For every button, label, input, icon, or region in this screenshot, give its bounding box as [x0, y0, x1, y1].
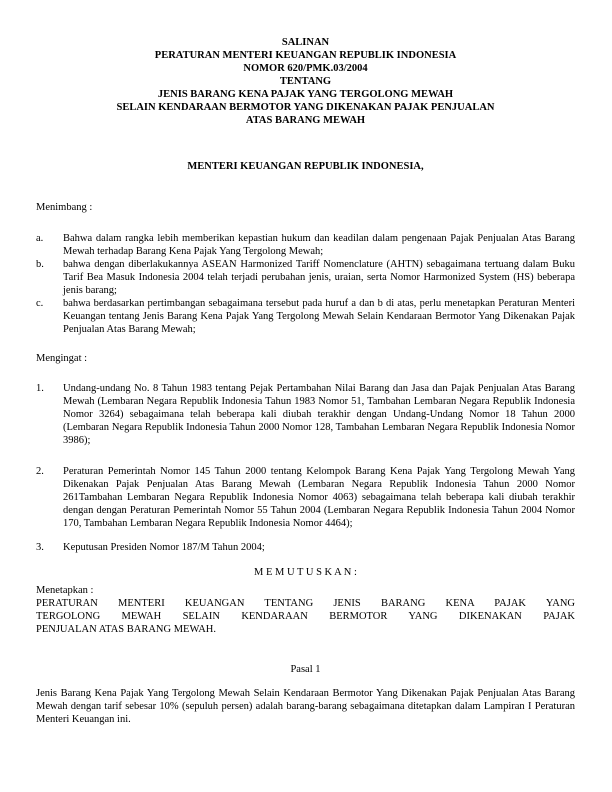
- menimbang-list: [36, 232, 575, 336]
- item-marker: 2.: [36, 466, 44, 477]
- pasal-1-body: Jenis Barang Kena Pajak Yang Tergolong Mewah Selain Kendaraan Bermotor Yang Dikenakan Pajak Penjualan Atas Barang Mewah dengan tarif sebesar 10% (sepuluh persen) adalah barang-barang sebagaimana ditetapkan dalam Lampiran I Peraturan Menteri Keuangan ini.: [36, 688, 575, 725]
- title-line-selain: SELAIN KENDARAAN BERMOTOR YANG DIKENAKAN PAJAK PENJUALAN: [116, 102, 495, 113]
- menimbang-label: Menimbang :: [36, 202, 93, 213]
- mengingat-item-2: [36, 465, 575, 530]
- item-text: bahwa berdasarkan pertimbangan sebagaimana tersebut pada huruf a dan b di atas, perlu menetapkan Peraturan Menteri Keuangan tentang Jenis Barang Kena Pajak Yang Tergolong Mewah Selain Kendaraan Bermotor Yang Dikenakan Pajak Penjualan Atas Barang Mewah;: [63, 298, 575, 335]
- item-marker: a.: [36, 233, 44, 244]
- mengingat-item-1: [36, 382, 575, 447]
- menetapkan-label: Menetapkan :: [36, 585, 94, 596]
- item-text: Keputusan Presiden Nomor 187/M Tahun 2004;: [63, 542, 265, 553]
- pasal-1-heading: Pasal 1: [290, 664, 321, 675]
- menetapkan-line-3: PENJUALAN ATAS BARANG MEWAH.: [36, 624, 217, 635]
- title-line-nomor: NOMOR 620/PMK.03/2004: [243, 63, 368, 74]
- item-marker: c.: [36, 298, 44, 309]
- item-marker: 3.: [36, 542, 44, 553]
- title-line-peraturan: PERATURAN MENTERI KEUANGAN REPUBLIK INDONESIA: [154, 50, 457, 61]
- title-line-salinan: SALINAN: [281, 37, 330, 48]
- menetapkan-block: [36, 584, 575, 636]
- title-line-jenis: JENIS BARANG KENA PAJAK YANG TERGOLONG MEWAH: [157, 89, 454, 100]
- menetapkan-line-1: PERATURAN MENTERI KEUANGAN TENTANG JENIS BARANG KENA PAJAK YANG: [36, 598, 575, 609]
- menimbang-item-c: [36, 297, 575, 336]
- menimbang-item-b: [36, 258, 575, 297]
- title-line-atas: ATAS BARANG MEWAH: [245, 115, 366, 126]
- issuer-heading: MENTERI KEUANGAN REPUBLIK INDONESIA,: [187, 161, 424, 172]
- mengingat-item-3: [36, 541, 575, 554]
- memutuskan-heading: M E M U T U S K A N :: [254, 567, 357, 578]
- item-text: Bahwa dalam rangka lebih memberikan kepastian hukum dan keadilan dalam pengenaan Pajak Penjualan Atas Barang Mewah terhadap Barang Kena Pajak Yang Tergolong Mewah;: [63, 233, 575, 257]
- title-line-tentang: TENTANG: [279, 76, 332, 87]
- item-text: bahwa dengan diberlakukannya ASEAN Harmonized Tariff Nomenclature (AHTN) sebagaimana tertuang dalam Buku Tarif Bea Masuk Indonesia 2004 telah terjadi perubahan jenis, uraian, serta Nomor Harmonized System (HS) beberapa jenis barang;: [63, 259, 575, 296]
- mengingat-label: Mengingat :: [36, 353, 88, 364]
- item-marker: 1.: [36, 383, 44, 394]
- menimbang-item-a: [36, 232, 575, 258]
- item-marker: b.: [36, 259, 44, 270]
- item-text: Undang-undang No. 8 Tahun 1983 tentang Pejak Pertambahan Nilai Barang dan Jasa dan Pajak Penjualan Atas Barang Mewah (Lembaran Negara Republik Indonesia Tahun 1983 Nomor 51, Tambahan Lembaran Negara Republik Indonesia Nomor 3264) sebagaimana telah beberapa kali diubah terakhir dengan Undang-Undang Nomor 18 Tahun 2000 (Lembaran Negara Republik Indonesia Tahun 2000 Nomor 128, Tambahan Lembaran Negara Republik Indonesia Nomor 3986);: [63, 383, 575, 446]
- item-text: Peraturan Pemerintah Nomor 145 Tahun 2000 tentang Kelompok Barang Kena Pajak Yang Tergolong Mewah Yang Dikenakan Pajak Penjualan Atas Barang Mewah (Lembaran Negara Republik Indonesia Tahun 2000 Nomor 261Tambahan Lembaran Negara Republik Indonesia Nomor 4063) sebagaimana telah beberapa kali diubah terakhir dengan dengan Peraturan Pemerintah Nomor 55 Tahun 2004 (Lembaran Negara Republik Indonesia Tahun 2004 Nomor 170, Tambahan Lembaran Negara Republik Indonesia Nomor 4464);: [63, 466, 575, 529]
- menetapkan-line-2: TERGOLONG MEWAH SELAIN KENDARAAN BERMOTOR YANG DIKENAKAN PAJAK: [36, 611, 575, 622]
- document-title-block: [36, 36, 575, 127]
